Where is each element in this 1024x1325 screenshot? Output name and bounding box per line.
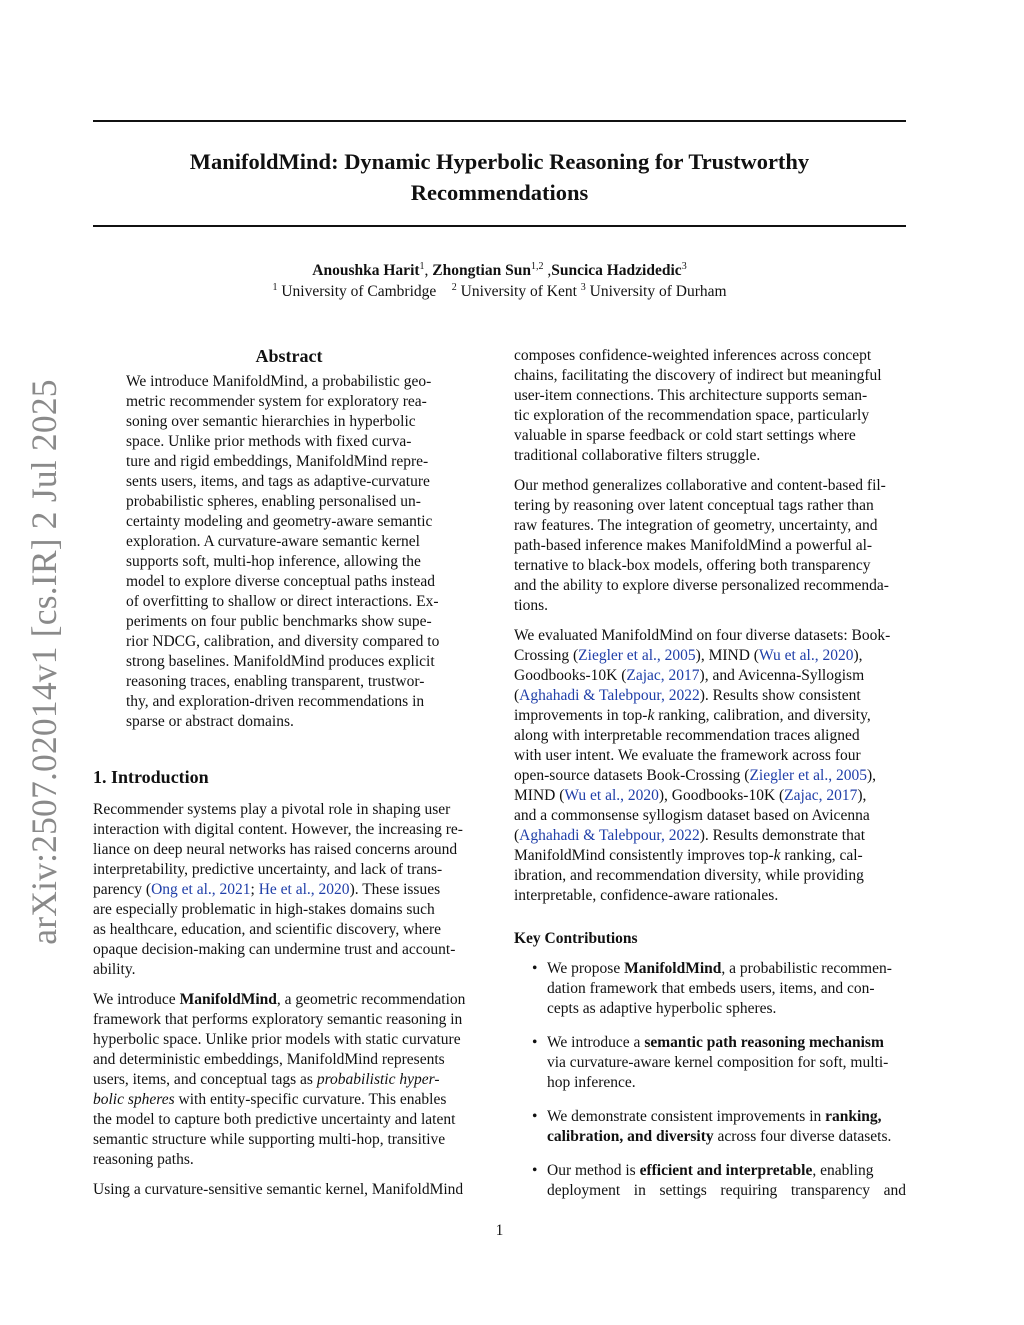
- bullet-line: [547, 1127, 906, 1147]
- bold-term: efficient and interpretable: [639, 1162, 813, 1179]
- text: Ziegler et al.: [749, 767, 829, 784]
- abstract-line: model to explore diverse conceptual paths instead: [126, 573, 436, 590]
- abstract-line: rior NDCG, calibration, and diversity compared to: [126, 633, 440, 650]
- text: We introduce: [93, 991, 180, 1008]
- text: open-source datasets Book-Crossing (: [514, 767, 750, 784]
- bullet-line: cepts as adaptive hyperbolic spheres.: [547, 1000, 777, 1017]
- author-name: Anoushka Harit: [312, 262, 420, 279]
- citation-link[interactable]: He et al., 2020: [258, 881, 350, 898]
- bold-term: ManifoldMind: [179, 991, 277, 1008]
- text: 2005: [664, 647, 696, 664]
- right-line: ternative to black-box models, offering both transparency: [514, 557, 871, 574]
- intro-line: as healthcare, education, and scientific discovery, where: [93, 921, 442, 938]
- author-name: Suncica Hadzidedic: [551, 262, 682, 279]
- right-line: Our method generalizes collaborative and content-based fil-: [514, 477, 886, 494]
- text: with entity-specific curvature. This enables: [174, 1091, 447, 1108]
- text: ranking, cal-: [780, 847, 863, 864]
- text: We propose: [547, 960, 625, 977]
- bold-term: ManifoldMind: [624, 960, 722, 977]
- intro-line: and deterministic embeddings, ManifoldMind represents: [93, 1051, 445, 1068]
- text: 2005: [835, 767, 867, 784]
- list-item: [514, 1033, 906, 1093]
- intro-line: reasoning paths.: [93, 1151, 194, 1168]
- intro-line: [93, 990, 485, 1010]
- intro-line: opaque decision-making can undermine trust and account-: [93, 941, 456, 958]
- citation-link[interactable]: Wu et al., 2020: [564, 787, 659, 804]
- text: ). Results demonstrate that: [699, 827, 866, 844]
- text: , a probabilistic recommen-: [721, 960, 892, 977]
- right-line: with user intent. We evaluate the framework across four: [514, 747, 861, 764]
- title-line-1: ManifoldMind: Dynamic Hyperbolic Reasoning for Trustworthy: [189, 149, 810, 174]
- intro-line: semantic structure while supporting multi-hop, transitive: [93, 1131, 446, 1148]
- citation-link[interactable]: Ziegler et al., 2005: [578, 647, 696, 664]
- abstract-line: soning over semantic hierarchies in hyperbolic: [126, 413, 416, 430]
- bullet-icon: •: [532, 1108, 538, 1125]
- right-line: tic exploration of the recommendation space, particularly: [514, 407, 870, 424]
- bullet-line: hop inference.: [547, 1074, 636, 1091]
- intro-line: framework that performs exploratory semantic reasoning in: [93, 1011, 463, 1028]
- author-name: Zhongtian Sun: [432, 262, 531, 279]
- author-affil-mark: 3: [681, 260, 687, 272]
- title-line-2: Recommendations: [410, 180, 589, 205]
- key-contributions-heading: Key Contributions: [514, 930, 638, 947]
- citation-link[interactable]: Wu et al., 2020: [758, 647, 854, 664]
- abstract-line: ture and rigid embeddings, ManifoldMind repre-: [126, 453, 429, 470]
- abstract-line: strong baselines. ManifoldMind produces explicit: [126, 653, 435, 670]
- right-line: We evaluated ManifoldMind on four diverse datasets: Book-: [514, 627, 891, 644]
- text: ),: [866, 767, 877, 784]
- text: 2020: [822, 647, 854, 664]
- bold-term: semantic path reasoning mechanism: [644, 1034, 884, 1051]
- right-line: chains, facilitating the discovery of indirect but meaningful: [514, 367, 882, 384]
- text: Aghahadi & Talebpour: [519, 687, 661, 704]
- text: improvements in top-: [514, 707, 648, 724]
- text: We introduce a: [547, 1034, 645, 1051]
- text: 2020: [627, 787, 659, 804]
- right-line: [514, 846, 906, 866]
- text: Crossing (: [514, 647, 579, 664]
- bullet-line: dation framework that embeds users, items, and con-: [547, 980, 875, 997]
- text: Goodbooks-10K (: [514, 667, 627, 684]
- text: users, items, and conceptual tags as: [93, 1071, 317, 1088]
- text: Zajac: [784, 787, 819, 804]
- text: ), Goodbooks-10K (: [658, 787, 785, 804]
- affil-mark: 3: [580, 281, 586, 293]
- text: Wu et al.: [758, 647, 815, 664]
- right-line: valuable in sparse feedback or cold start settings where: [514, 427, 856, 444]
- right-line: traditional collaborative filters struggle.: [514, 447, 761, 464]
- intro-line: ability.: [93, 961, 136, 978]
- right-line: tering by reasoning over latent conceptual tags rather than: [514, 497, 874, 514]
- text: ),: [853, 647, 863, 664]
- intro-line: [93, 1090, 485, 1110]
- text: across four diverse datasets.: [713, 1128, 892, 1145]
- text: (: [514, 827, 520, 844]
- intro-line: the model to capture both predictive uncertainty and latent: [93, 1111, 456, 1128]
- right-line: tions.: [514, 597, 549, 614]
- right-line: path-based inference makes ManifoldMind a powerful al-: [514, 537, 873, 554]
- text: , a geometric recommendation: [276, 991, 466, 1008]
- text: Our method is: [547, 1162, 640, 1179]
- right-line: ibration, and recommendation diversity, while providing: [514, 867, 864, 884]
- text: We demonstrate consistent improvements in: [547, 1108, 826, 1125]
- intro-line: Recommender systems play a pivotal role in shaping user: [93, 801, 451, 818]
- citation-link[interactable]: Zajac, 2017: [626, 667, 700, 684]
- top-rule: [93, 120, 906, 122]
- text: Zajac: [626, 667, 661, 684]
- abstract-line: supports soft, multi-hop inference, allowing the: [126, 553, 421, 570]
- text: Wu et al.: [564, 787, 621, 804]
- bullet-line: deployment in settings requiring transparency and: [547, 1182, 906, 1199]
- affiliation: University of Cambridge: [281, 283, 437, 300]
- intro-body: [93, 800, 485, 1200]
- right-line: [514, 646, 906, 666]
- intro-line: [93, 880, 485, 900]
- text: 2022: [668, 827, 700, 844]
- right-line: [514, 666, 906, 686]
- right-line: along with interpretable recommendation traces aligned: [514, 727, 860, 744]
- intro-line: [93, 1070, 485, 1090]
- bullet-line: [547, 1107, 906, 1127]
- intro-line: hyperbolic space. Unlike prior models with static curvature: [93, 1031, 461, 1048]
- abstract-line: space. Unlike prior methods with fixed curva-: [126, 433, 412, 450]
- abstract-line: sparse or abstract domains.: [126, 713, 294, 730]
- abstract-line: certainty modeling and geometry-aware semantic: [126, 513, 433, 530]
- list-item: [514, 1161, 906, 1201]
- right-column: [514, 346, 906, 906]
- italic-term: probabilistic hyper-: [316, 1071, 440, 1088]
- author-affil-mark: 1: [419, 260, 425, 272]
- italic-term: bolic spheres: [93, 1091, 175, 1108]
- abstract-line: sents users, items, and tags as adaptive-curvature: [126, 473, 430, 490]
- abstract-heading: Abstract: [255, 346, 323, 366]
- bold-term: ranking,: [825, 1108, 882, 1125]
- intro-line: are especially problematic in high-stakes domains such: [93, 901, 435, 918]
- right-line: user-item connections. This architecture supports seman-: [514, 387, 868, 404]
- list-item: [514, 1107, 906, 1147]
- affil-mark: 2: [451, 281, 457, 293]
- text: , enabling: [812, 1162, 874, 1179]
- bullet-icon: •: [532, 1034, 538, 1051]
- bullet-icon: •: [532, 1162, 538, 1179]
- bullet-line: [547, 1033, 906, 1053]
- affiliation: University of Durham: [589, 283, 727, 300]
- abstract-line: We introduce ManifoldMind, a probabilistic geo-: [126, 373, 432, 390]
- text: 2017: [826, 787, 858, 804]
- intro-line: Using a curvature-sensitive semantic kernel, ManifoldMind: [93, 1181, 464, 1198]
- text: (: [514, 687, 520, 704]
- intro-line: interaction with digital content. However, the increasing re-: [93, 821, 463, 838]
- text: 2022: [668, 687, 700, 704]
- affil-mark: 1: [272, 281, 278, 293]
- author-affil-mark: 1,2: [530, 260, 544, 272]
- text: ranking, calibration, and diversity,: [654, 707, 871, 724]
- arxiv-stamp: arXiv:2507.02014v1 [cs.IR] 2 Jul 2025: [24, 379, 64, 945]
- right-line: [514, 706, 906, 726]
- text: Ziegler et al.: [578, 647, 657, 664]
- text: ), and Avicenna-Syllogism: [699, 667, 865, 684]
- abstract-body: [126, 372, 452, 732]
- contributions-list: [514, 959, 906, 1215]
- abstract-line: reasoning traces, enabling transparent, trustwor-: [126, 673, 425, 690]
- text: ManifoldMind consistently improves top-: [514, 847, 774, 864]
- citation-link[interactable]: Ong et al., 2021: [151, 881, 251, 898]
- math-k: k: [773, 847, 781, 864]
- list-item: [514, 959, 906, 1019]
- text: ). Results show consistent: [699, 687, 861, 704]
- right-line: interpretable, confidence-aware rationales.: [514, 887, 779, 904]
- abstract-line: periments on four public benchmarks show supe-: [126, 613, 432, 630]
- right-line: and the ability to explore diverse personalized recommenda-: [514, 577, 889, 594]
- abstract-line: exploration. A curvature-aware semantic kernel: [126, 533, 420, 550]
- citation-link[interactable]: Zajac, 2017: [784, 787, 858, 804]
- right-line: [514, 826, 906, 846]
- citation-link[interactable]: Ziegler et al., 2005: [749, 767, 867, 784]
- bullet-line: [547, 1161, 906, 1181]
- affiliation: University of Kent: [460, 283, 577, 300]
- text: 2017: [668, 667, 700, 684]
- abstract-line: probabilistic spheres, enabling personalised un-: [126, 493, 421, 510]
- author-list: Anoushka Harit$^1$, Zhongtian Sun$^{1,2}$ ,Suncica Hadzidedic$^3$: [312, 260, 687, 279]
- text: ). These issues: [349, 881, 441, 898]
- text: ),: [857, 787, 867, 804]
- affiliation-list: [93, 282, 906, 302]
- text: parency (: [93, 881, 152, 898]
- abstract-line: metric recommender system for exploratory rea-: [126, 393, 427, 410]
- right-line: [514, 786, 906, 806]
- text: ;: [250, 881, 259, 898]
- text: MIND (: [514, 787, 565, 804]
- intro-line: interpretability, predictive uncertainty, and lack of trans-: [93, 861, 443, 878]
- text: ), MIND (: [695, 647, 759, 664]
- text: Aghahadi & Talebpour: [519, 827, 661, 844]
- page-number: 1: [495, 1222, 504, 1239]
- paper-title: [93, 146, 906, 208]
- intro-heading: 1. Introduction: [93, 767, 209, 787]
- bold-term: calibration, and diversity: [547, 1128, 714, 1145]
- right-line: [514, 766, 906, 786]
- right-line: composes confidence-weighted inferences across concept: [514, 347, 872, 364]
- abstract-line: of overfitting to shallow or direct interactions. Ex-: [126, 593, 439, 610]
- bottom-rule: [93, 225, 906, 227]
- intro-line: liance on deep neural networks has raised concerns around: [93, 841, 458, 858]
- bullet-line: [547, 959, 906, 979]
- citation-link[interactable]: Aghahadi & Talebpour, 2022: [519, 827, 700, 844]
- right-line: [514, 686, 906, 706]
- citation-link[interactable]: Aghahadi & Talebpour, 2022: [519, 687, 700, 704]
- bullet-icon: •: [532, 960, 538, 977]
- right-line: and a commonsense syllogism dataset based on Avicenna: [514, 807, 870, 824]
- right-line: raw features. The integration of geometry, uncertainty, and: [514, 517, 878, 534]
- bullet-line: via curvature-aware kernel composition for soft, multi-: [547, 1054, 889, 1071]
- math-k: k: [647, 707, 655, 724]
- abstract-line: thy, and exploration-driven recommendations in: [126, 693, 425, 710]
